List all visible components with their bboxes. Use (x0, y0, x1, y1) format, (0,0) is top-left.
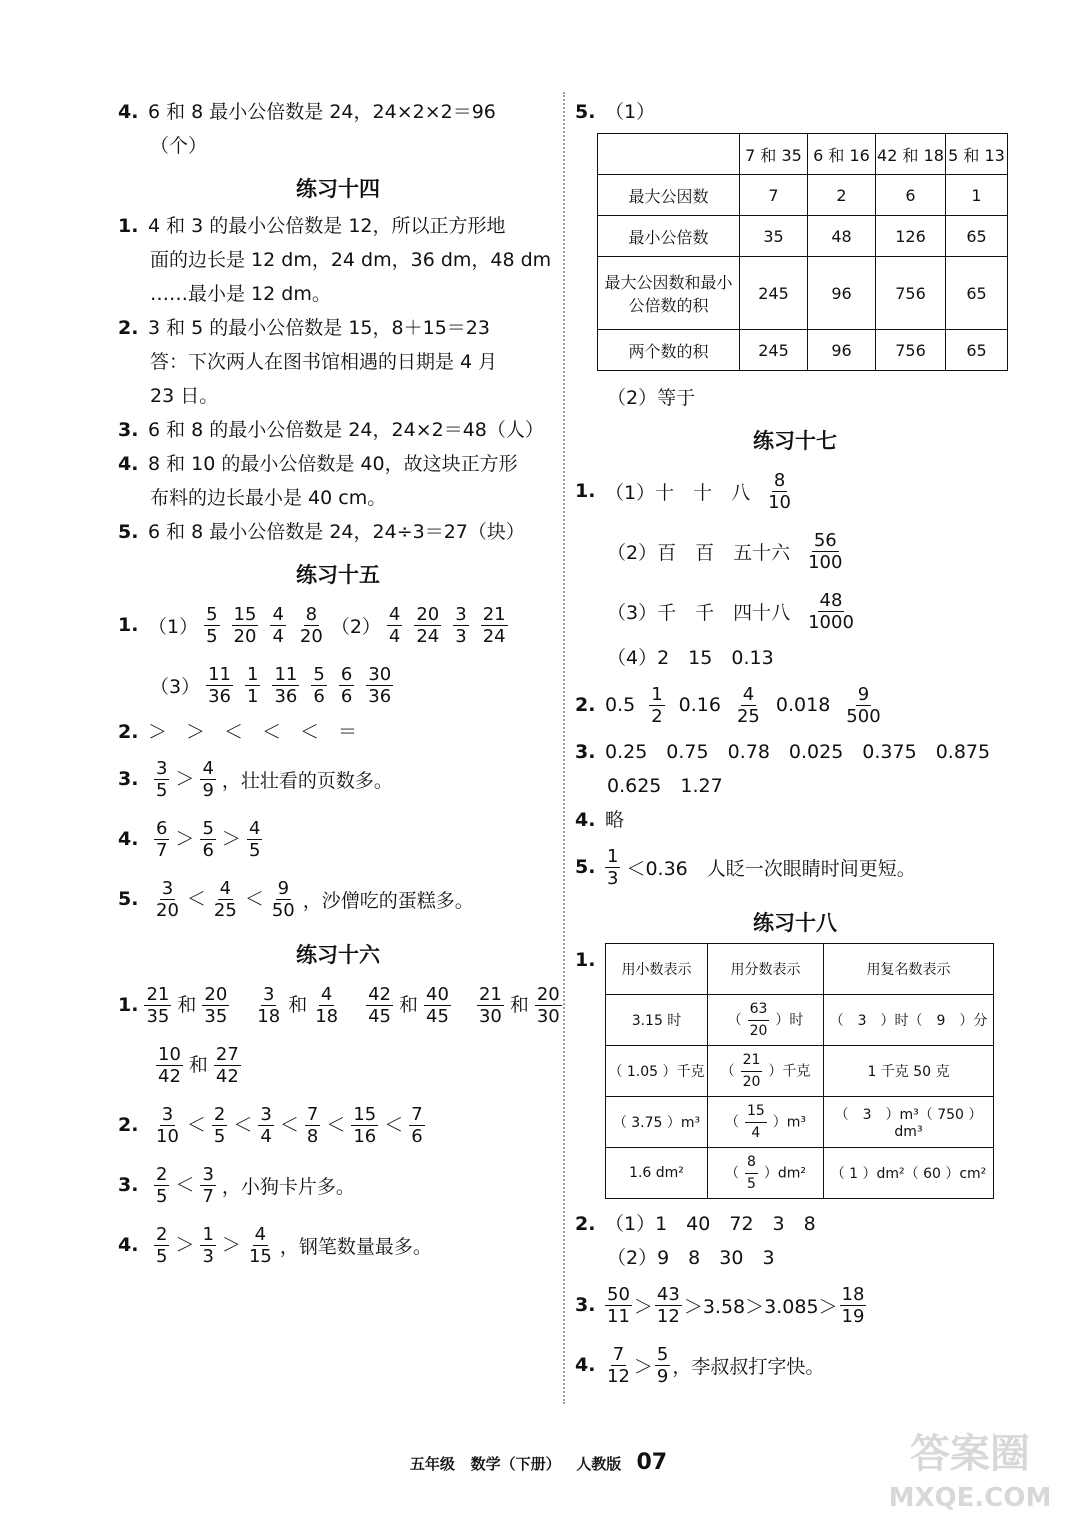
fraction: $\frac{27}{42}$ (215, 1043, 239, 1087)
fraction: 1 2 (651, 683, 663, 727)
fraction: $\frac{1}{3}$ (202, 1223, 214, 1267)
fraction: 48 1000 (808, 589, 854, 633)
fraction: $\frac{3}{7}$ (202, 1163, 214, 1207)
ex14-answer-1: 1. 4 和 3 的最小公倍数是 12，所以正方形地 (118, 215, 506, 237)
fraction: $\frac{2}{5}$ (213, 1103, 226, 1147)
fraction: $\frac{63}{20}$ (749, 1000, 768, 1039)
section-title-ex15: 练习十五 (296, 563, 380, 587)
fraction: $\frac{21}{35}$ (146, 983, 170, 1027)
fraction: $\frac{15}{20}$ (233, 603, 257, 647)
fraction: $\frac{20}{35}$ (204, 983, 228, 1027)
fraction: $\frac{4}{4}$ (388, 603, 401, 647)
fraction: $\frac{21}{20}$ (742, 1051, 761, 1090)
fraction: $\frac{7}{8}$ (306, 1103, 319, 1147)
ex17-answer-1-r3: （3）千 千 四十八 48 1000 (607, 589, 854, 633)
ex14-answers (118, 209, 558, 549)
fraction: $\frac{6}{6}$ (340, 663, 353, 707)
ex17-answer-3-cont: 0.625 1.27 (607, 775, 723, 797)
fraction: 8 10 (768, 469, 791, 513)
ex15-answer-3: 3. $\frac{3}{5}$ ＞ $\frac{4}{9}$ ，壮壮看的页数多。 (118, 757, 393, 801)
ex17-answer-3: 3. 0.25 0.75 0.78 0.025 0.375 0.875 (575, 741, 991, 763)
fraction: 7 12 (607, 1343, 630, 1387)
ex14-answer-4: 4. 8 和 10 的最小公倍数是 40，故这块正方形 (118, 453, 518, 475)
fraction: $\frac{7}{6}$ (411, 1103, 423, 1147)
ex16-answer-2: 2. $\frac{3}{10}$ ＜ $\frac{2}{5}$ ＜ $\frac{3}{4}$ ＜ $\frac{7}{8}$ ＜ $\frac{15}{16}$ ＜ $\frac{7}{6}$ (118, 1103, 423, 1147)
fraction: $\frac{4}{4}$ (272, 603, 284, 647)
fraction: $\frac{15}{16}$ (353, 1103, 377, 1147)
fraction: $\frac{11}{36}$ (274, 663, 298, 707)
answer-4-top-cont: （个） (150, 135, 208, 157)
section-title-ex14: 练习十四 (296, 177, 380, 201)
ex14-answer-1: ……最小是 12 dm。 (150, 283, 331, 305)
ex18-answer-4: 4. 7 12 ＞ 5 9 ，李叔叔打字快。 (575, 1343, 825, 1387)
fraction: 56 100 (808, 529, 843, 573)
fraction: $\frac{3}{4}$ (260, 1103, 272, 1147)
fraction: $\frac{4}{15}$ (248, 1223, 272, 1267)
fraction: $\frac{8}{20}$ (299, 603, 323, 647)
fraction: $\frac{3}{20}$ (156, 877, 179, 921)
fraction: $\frac{4}{25}$ (213, 877, 237, 921)
ex16-answer-4: 4. $\frac{2}{5}$ ＞ $\frac{1}{3}$ ＞ $\frac{4}{15}$ ，钢笔数量最多。 (118, 1223, 432, 1267)
fraction: $\frac{4}{9}$ (202, 757, 214, 801)
ex14-answer-4: 布料的边长最小是 40 cm。 (150, 487, 387, 509)
ex16-answer-1b: $\frac{10}{42}$ 和 $\frac{27}{42}$ (158, 1043, 239, 1087)
ex18-answer-2-cont: （2）9 8 30 3 (607, 1247, 775, 1269)
fraction: $\frac{30}{36}$ (368, 663, 392, 707)
fraction: 50 11 (607, 1283, 630, 1327)
fraction: $\frac{3}{10}$ (156, 1103, 179, 1147)
page-number: 07 (636, 1450, 668, 1475)
right-column (575, 95, 1015, 1395)
ex15-answer-5: 5. $\frac{3}{20}$ ＜ $\frac{4}{25}$ ＜ $\frac{9}{50}$ ，沙僧吃的蛋糕多。 (118, 877, 474, 921)
fraction: $\frac{4}{5}$ (248, 817, 261, 861)
ex17-answer-1-r4: （4）2 15 0.13 (607, 647, 774, 669)
fraction: $\frac{10}{42}$ (158, 1043, 181, 1087)
fraction: $\frac{21}{24}$ (482, 603, 506, 647)
ex17-answer-2: 2. 0.5 1 2 0.16 4 25 0.018 9 500 (575, 683, 881, 727)
ex17-answer-1-r1: 1. （1）十 十 八 8 10 (575, 469, 791, 513)
footer-grade: 五年级 (409, 1455, 455, 1473)
ex18-answer-3: 3. 50 11 ＞ 43 12 ＞3.58＞3.085＞ 18 19 (575, 1283, 865, 1327)
fraction: $\frac{42}{45}$ (368, 983, 392, 1027)
fraction: $\frac{5}{5}$ (206, 603, 218, 647)
watermark-logo: 答案圈 MXQE.COM (888, 1431, 1052, 1513)
fraction: 4 25 (736, 683, 760, 727)
ex15-answer-1a: 1. （1） $\frac{5}{5}$ $\frac{15}{20}$ $\frac{4}{4}$ $\frac{8}{20}$ （2） $\frac{4}{4}$ $\frac{20}{24}$ $\frac{3}{3}$ $\frac{21}{24}$ (118, 603, 506, 647)
fraction: 1 3 (607, 845, 619, 889)
fraction: $\frac{20}{24}$ (416, 603, 440, 647)
ex15-answer-1b: （3） $\frac{11}{36}$ $\frac{1}{1}$ $\frac{11}{36}$ $\frac{5}{6}$ $\frac{6}{6}$ $\frac{30}{36}$ (150, 663, 392, 707)
fraction: $\frac{5}{6}$ (313, 663, 325, 707)
fraction: $\frac{15}{4}$ (746, 1102, 765, 1141)
ex16-answer-1a: 1. $\frac{21}{35}$ 和 $\frac{20}{35}$ $\frac{3}{18}$ 和 $\frac{4}{18}$ $\frac{42}{45}$ 和 $\frac{40}{45}$ $\frac{21}{30}$ 和 $\frac{20}{30}$ (118, 983, 560, 1027)
ex15-answer-4: 4. $\frac{6}{7}$ ＞ $\frac{5}{6}$ ＞ $\frac{4}{5}$ (118, 817, 261, 861)
left-column (118, 95, 558, 1275)
ex14-answer-1: 面的边长是 12 dm，24 dm，36 dm，48 dm (150, 249, 552, 271)
answer-4-top: 4. 6 和 8 最小公倍数是 24，24×2×2＝96 (118, 101, 496, 123)
ex14-answer-2: 2. 3 和 5 的最小公倍数是 15，8＋15＝23 (118, 317, 490, 339)
fraction: 18 19 (841, 1283, 865, 1327)
fraction: $\frac{5}{6}$ (202, 817, 214, 861)
fraction: $\frac{3}{3}$ (455, 603, 467, 647)
fraction: 5 9 (656, 1343, 669, 1387)
ex14-answer-2: 答：下次两人在图书馆相遇的日期是 4 月 (150, 351, 498, 373)
fraction: 43 12 (656, 1283, 680, 1327)
fraction: $\frac{2}{5}$ (156, 1223, 168, 1267)
fraction: $\frac{6}{7}$ (156, 817, 168, 861)
fraction: $\frac{3}{18}$ (257, 983, 281, 1027)
unit-conversion-table: 用小数表示 用分数表示 用复名数表示 3.15 时 （ $\frac{63}{20}$ ）时 （ 3 ）时（ 9 ）分 （ 1.05 ）千克 （ $\frac{21}{20}$ ）千克 1 千克 50 克 （ 3.75 ）m³ （ $\frac{15}{4}$ ）m³ （ 3 ）m³（ 750 ）dm³ 1.6 dm² （ $\frac{8}{5}$ ）dm² （ 1 ）dm²（ 60 ）cm² (605, 943, 994, 1199)
ex14-answer-5: 5. 6 和 8 最小公倍数是 24，24÷3＝27（块） (118, 521, 525, 543)
gcd-lcm-table: 7 和 35 6 和 16 42 和 18 5 和 13 最大公因数 7 2 6 1 最小公倍数 35 48 126 65 最大公因数和最小公倍数的积 245 96 756 65 两个数的积 245 96 756 65 (597, 133, 1008, 371)
ex18-answer-2: 2. （1）1 40 72 3 8 (575, 1213, 816, 1235)
fraction: $\frac{20}{30}$ (536, 983, 560, 1027)
ex15-answer-2: 2. ＞ ＞ ＜ ＜ ＜ ＝ (118, 721, 358, 743)
footer-subject: 数学（下册） (470, 1455, 561, 1473)
column-divider (563, 92, 565, 1404)
ex14-answer-3: 3. 6 和 8 的最小公倍数是 24，24×2＝48（人） (118, 419, 544, 441)
footer-edition: 人教版 (576, 1455, 622, 1473)
fraction: $\frac{21}{30}$ (478, 983, 502, 1027)
answer-5-part2: （2）等于 (607, 387, 696, 409)
fraction: $\frac{8}{5}$ (746, 1153, 756, 1192)
fraction: $\frac{40}{45}$ (426, 983, 449, 1027)
fraction: $\frac{9}{50}$ (271, 877, 295, 921)
section-title-ex18: 练习十八 (753, 911, 837, 935)
answer-5-head: 5. （1） (575, 101, 656, 123)
fraction: 9 500 (846, 683, 881, 727)
ex16-answer-3: 3. $\frac{2}{5}$ ＜ $\frac{3}{7}$ ，小狗卡片多。 (118, 1163, 355, 1207)
fraction: $\frac{3}{5}$ (156, 757, 168, 801)
ex17-answer-4: 4. 略 (575, 809, 625, 831)
section-title-ex17: 练习十七 (753, 429, 837, 453)
ex14-answer-2: 23 日。 (150, 385, 219, 407)
section-title-ex16: 练习十六 (296, 943, 380, 967)
ex18-answer-1: 1. 用小数表示 用分数表示 用复名数表示 3.15 时 （ $\frac{63}{20}$ ）时 （ 3 ）时（ 9 ）分 （ 1.05 ）千克 （ $\frac{21}{20}$ ）千克 1 千克 50 克 （ 3.75 ）m³ （ $\frac{15}{4}$ ）m³ （ 3 ）m³（ 750 ）dm³ 1.6 dm² （ $\frac{8}{5}$ ）dm² （ 1 ）dm²（ 60 ）cm² (575, 943, 1015, 1199)
fraction: $\frac{2}{5}$ (156, 1163, 168, 1207)
ex17-answer-5: 5. 1 3 ＜0.36 人眨一次眼睛时间更短。 (575, 845, 916, 889)
fraction: $\frac{1}{1}$ (247, 663, 259, 707)
fraction: $\frac{11}{36}$ (208, 663, 231, 707)
fraction: $\frac{4}{18}$ (315, 983, 339, 1027)
ex17-answer-1-r2: （2）百 百 五十六 56 100 (607, 529, 843, 573)
